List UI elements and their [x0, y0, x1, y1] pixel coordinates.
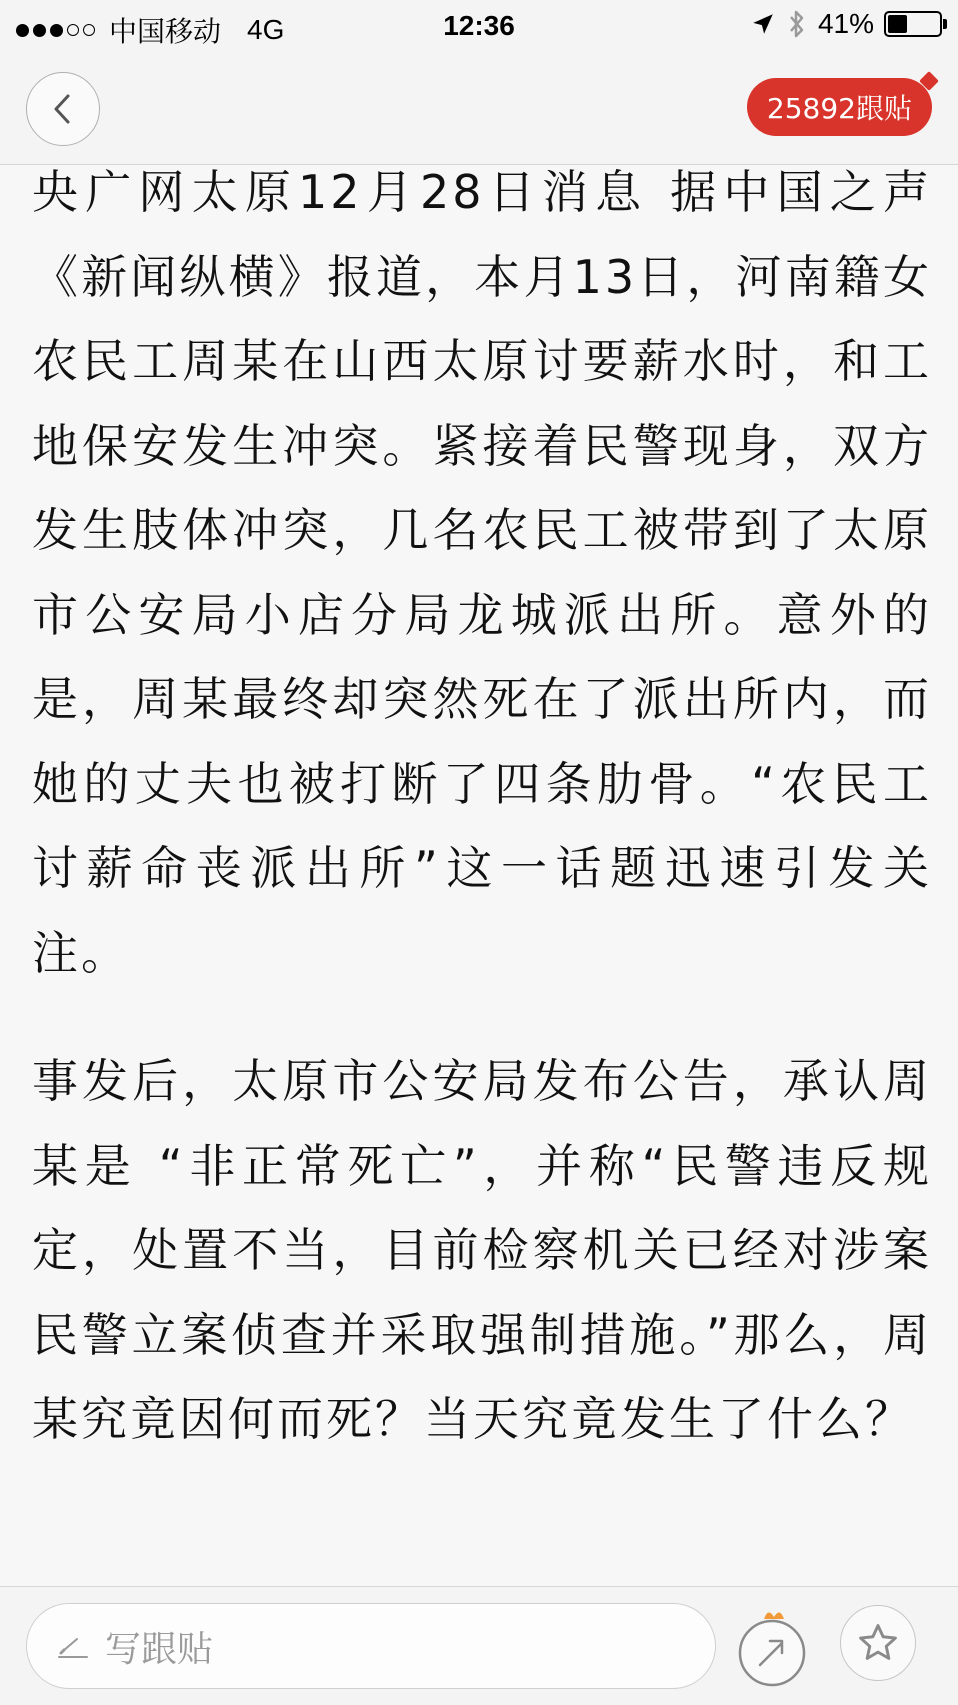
follow-count-button[interactable]: 25892跟贴	[747, 78, 932, 136]
reply-placeholder: 写跟贴	[105, 1628, 214, 1670]
carrier-name: 中国移动	[109, 16, 222, 47]
battery-percent: 41%	[817, 8, 874, 39]
bluetooth-icon	[786, 9, 808, 39]
clock: 12:36	[443, 10, 515, 41]
pencil-icon	[55, 1631, 91, 1661]
share-button[interactable]	[734, 1605, 812, 1687]
star-icon	[856, 1621, 900, 1665]
favorite-button[interactable]	[840, 1605, 916, 1681]
article-body	[32, 150, 932, 1462]
share-icon	[734, 1605, 812, 1687]
article-paragraph: 事发后，太原市公安局发布公告，承认周某是 “非正常死亡”，并称“民警违反规定，处置不当，目前检察机关已经对涉案民警立案侦查并采取强制措施。”那么，周某究竟因何而死？当天究竟发生了什么？	[32, 1054, 932, 1446]
network-type: 4G	[247, 14, 285, 45]
location-arrow-icon	[750, 11, 776, 37]
status-right	[750, 8, 942, 40]
battery-icon	[884, 11, 942, 37]
reply-input[interactable]	[26, 1603, 716, 1689]
article-paragraph: 央广网太原12月28日消息 据中国之声《新闻纵横》报道，本月13日，河南籍女农民工周某在山西太原讨要薪水时，和工地保安发生冲突。紧接着民警现身，双方发生肢体冲突，几名农民工被带到了太原市公安局小店分局龙城派出所。意外的是，周某最终却突然死在了派出所内，而她的丈夫也被打断了四条肋骨。“农民工讨薪命丧派出所”这一话题迅速引发关注。	[32, 165, 932, 980]
bottom-bar	[0, 1586, 958, 1705]
nav-bar	[0, 52, 958, 165]
back-button[interactable]	[26, 72, 100, 146]
back-arrow-icon	[48, 92, 78, 126]
status-bar	[0, 0, 958, 52]
